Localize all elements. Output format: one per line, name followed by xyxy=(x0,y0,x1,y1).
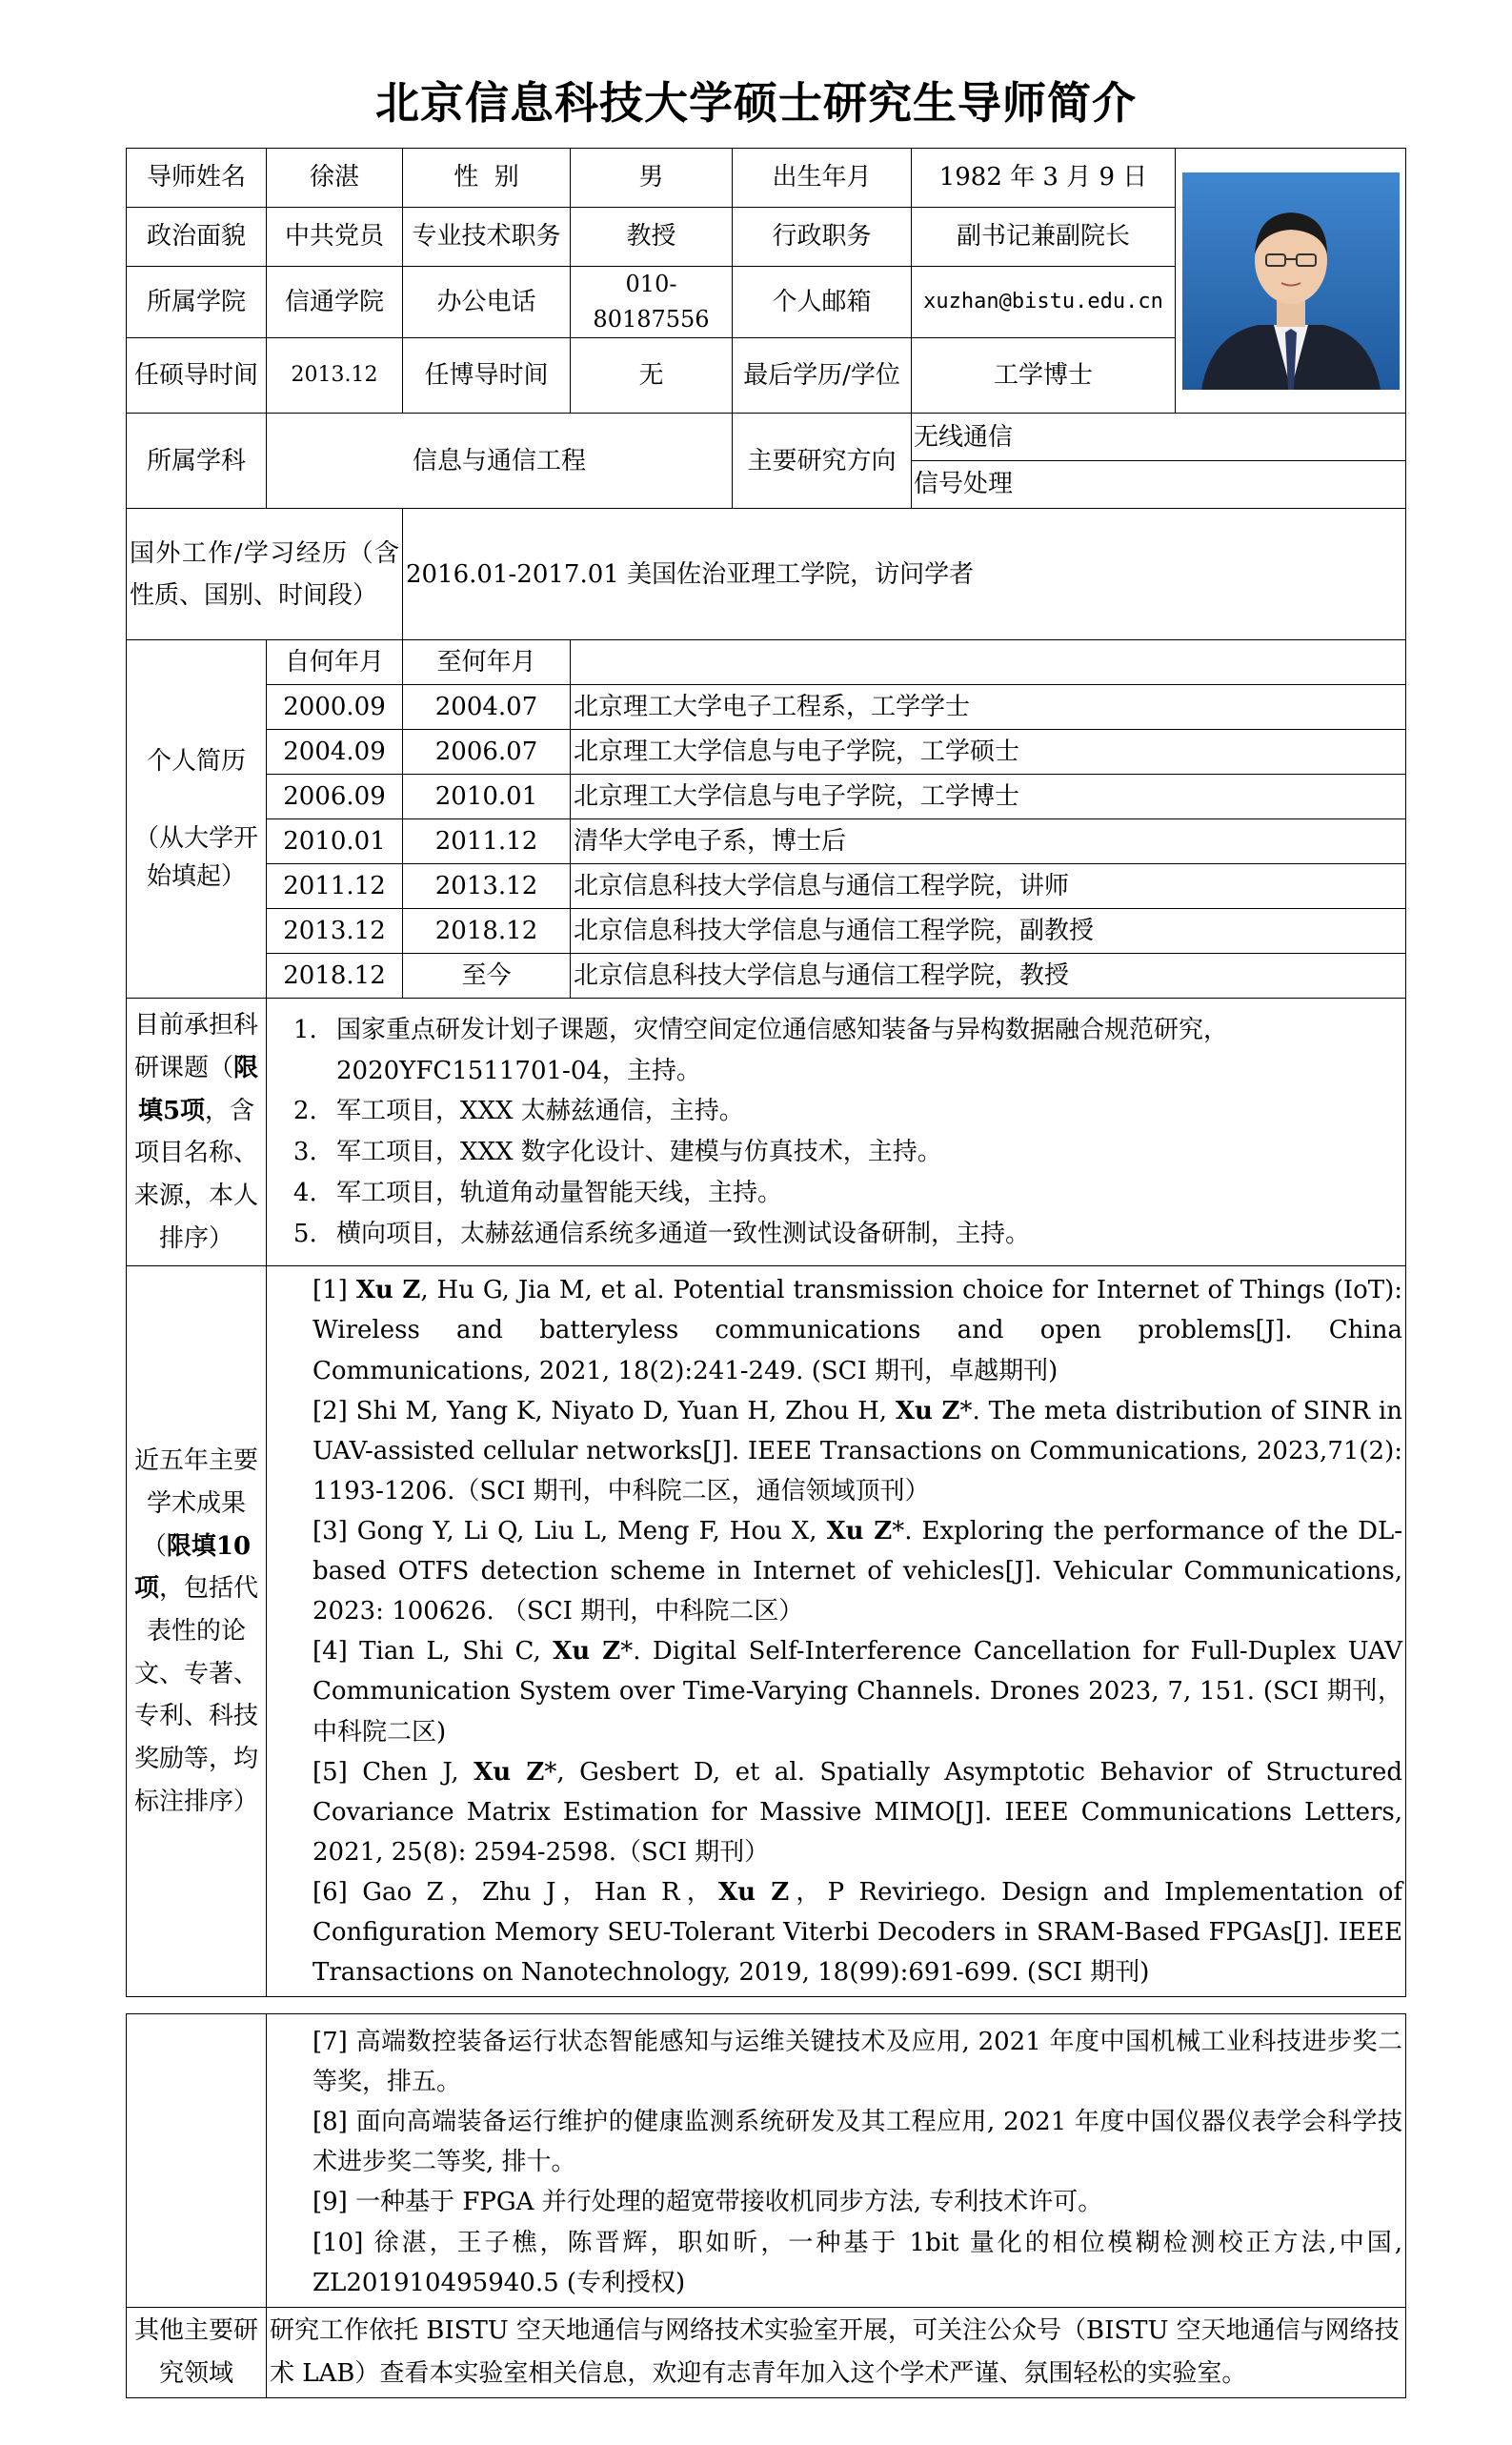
achievements-label-text: ，包括代表性的论文、专著、专利、科技奖励等，均标注排序） xyxy=(133,1574,259,1816)
resume-from: 2010.01 xyxy=(267,819,403,864)
achievements-label-text: 近五年主要学术成果（ xyxy=(133,1446,258,1561)
college-value: 信通学院 xyxy=(267,267,403,338)
resume-desc: 清华大学电子系，博士后 xyxy=(571,819,1406,864)
resume-to: 2018.12 xyxy=(403,909,571,954)
achievements-continued-list xyxy=(267,2014,1406,2308)
resume-from-header: 自何年月 xyxy=(267,640,403,685)
resume-from: 2018.12 xyxy=(267,954,403,999)
resume-to: 2006.07 xyxy=(403,730,571,775)
name-label: 导师姓名 xyxy=(127,149,267,208)
college-label: 所属学院 xyxy=(127,267,267,338)
politics-label: 政治面貌 xyxy=(127,208,267,267)
name-value: 徐湛 xyxy=(267,149,403,208)
other-value: 研究工作依托 BISTU 空天地通信与网络技术实验室开展，可关注公众号（BISTU 空天地通信与网络技术 LAB）查看本实验室相关信息，欢迎有志青年加入这个学术严谨、氛围轻松的实验室。 xyxy=(267,2307,1406,2397)
award-item: [10] 徐湛，王子樵，陈晋辉，职如昕，一种基于 1bit 量化的相位模糊检测校正方法,中国, ZL201910495940.5 (专利授权) xyxy=(312,2228,1402,2297)
resume-note: （从大学开始填起） xyxy=(133,823,258,892)
other-label: 其他主要研究领域 xyxy=(127,2307,267,2397)
politics-value: 中共党员 xyxy=(267,208,403,267)
resume-from: 2011.12 xyxy=(267,864,403,909)
resume-desc: 北京信息科技大学信息与通信工程学院，副教授 xyxy=(571,909,1406,954)
resume-desc: 北京信息科技大学信息与通信工程学院，教授 xyxy=(571,954,1406,999)
resume-title: 个人简历 xyxy=(146,747,246,777)
award-item: [8] 面向高端装备运行维护的健康监测系统研发及其工程应用, 2021 年度中国仪器仪表学会科学技术进步奖二等奖, 排十。 xyxy=(312,2108,1402,2177)
direction-item: 信号处理 xyxy=(914,470,1014,499)
photo-cell xyxy=(1176,149,1406,414)
master-time-label: 任硕导时间 xyxy=(127,338,267,414)
resume-from: 2004.09 xyxy=(267,730,403,775)
project-item: 2. 军工项目，XXX 太赫兹通信，主持。 xyxy=(325,1091,1402,1132)
publication-item: [6] Gao Z，Zhu J，Han R，Xu Z，P Reviriego. Design and Implementation of Configuration Memory SEU-Tolerant Viterbi Decoders in SRAM-Based FPGAs[J]. IEEE Transactions on Nanotechnology, 2019, 18(99):691-699. (SCI 期刊) xyxy=(312,1878,1403,1988)
discipline-label: 所属学科 xyxy=(127,414,267,509)
resume-label xyxy=(127,640,267,999)
degree-value: 工学博士 xyxy=(912,338,1176,414)
project-item: 4. 军工项目，轨道角动量智能天线，主持。 xyxy=(325,1173,1402,1214)
publication-item: [5] Chen J, Xu Z*, Gesbert D, et al. Spatially Asymptotic Behavior of Structured Covariance Matrix Estimation for Massive MIMO[J]. IEEE Communications Letters, 2021, 25(8): 2594-2598.（SCI 期刊） xyxy=(312,1757,1403,1867)
birth-value: 1982 年 3 月 9 日 xyxy=(912,149,1176,208)
resume-to: 2010.01 xyxy=(403,775,571,819)
phd-time-value: 无 xyxy=(571,338,733,414)
phone-label: 办公电话 xyxy=(403,267,571,338)
prof-title-value: 教授 xyxy=(571,208,733,267)
resume-from: 2006.09 xyxy=(267,775,403,819)
direction-label: 主要研究方向 xyxy=(733,414,912,509)
resume-to-header: 至何年月 xyxy=(403,640,571,685)
admin-value: 副书记兼副院长 xyxy=(912,208,1176,267)
profile-table-continued xyxy=(126,2013,1406,2398)
page-title: 北京信息科技大学硕士研究生导师简介 xyxy=(375,77,1137,129)
gender-value: 男 xyxy=(571,149,733,208)
resume-desc: 北京信息科技大学信息与通信工程学院，讲师 xyxy=(571,864,1406,909)
master-time-value: 2013.12 xyxy=(267,338,403,414)
projects-label-text: ，含项目名称、来源，本人排序） xyxy=(133,1096,258,1253)
discipline-value: 信息与通信工程 xyxy=(267,414,733,509)
publication-item: [3] Gong Y, Li Q, Liu L, Meng F, Hou X, Xu Z*. Exploring the performance of the DL-based OTFS detection scheme in Internet of vehicles[J]. Vehicular Communications, 2023: 100626. （SCI 期刊，中科院二区） xyxy=(312,1517,1402,1627)
achievements-label-limit: 限填10项 xyxy=(133,1531,252,1604)
email-value: xuzhan@bistu.edu.cn xyxy=(912,267,1176,338)
abroad-value: 2016.01-2017.01 美国佐治亚理工学院，访问学者 xyxy=(403,509,1406,640)
resume-desc: 北京理工大学电子工程系，工学学士 xyxy=(571,685,1406,730)
admin-label: 行政职务 xyxy=(733,208,912,267)
project-item: 1. 国家重点研发计划子课题，灾情空间定位通信感知装备与异构数据融合规范研究，2020YFC1511701-04，主持。 xyxy=(325,1010,1402,1092)
publication-item: [2] Shi M, Yang K, Niyato D, Yuan H, Zhou H, Xu Z*. The meta distribution of SINR in UAV-assisted cellular networks[J]. IEEE Transactions on Communications, 2023,71(2): 1193-1206.（SCI 期刊，中科院二区，通信领域顶刊） xyxy=(312,1396,1402,1505)
resume-to: 2013.12 xyxy=(403,864,571,909)
project-item: 3. 军工项目，XXX 数字化设计、建模与仿真技术，主持。 xyxy=(325,1132,1402,1173)
gender-label: 性 别 xyxy=(403,149,571,208)
projects-label-limit: 限填5项 xyxy=(137,1053,259,1125)
achievements-continued-label xyxy=(127,2014,267,2308)
publication-item: [4] Tian L, Shi C, Xu Z*. Digital Self-Interference Cancellation for Full-Duplex UAV Communication System over Time-Varying Channels. Drones 2023, 7, 151. (SCI 期刊，中科院二区) xyxy=(312,1637,1402,1747)
direction-list xyxy=(912,414,1406,509)
projects-label-text: 目前承担科研课题（ xyxy=(133,1011,258,1082)
resume-to: 2004.07 xyxy=(403,685,571,730)
projects-list xyxy=(267,999,1406,1266)
abroad-label: 国外工作/学习经历（含性质、国别、时间段） xyxy=(127,509,403,640)
resume-desc: 北京理工大学信息与电子学院，工学博士 xyxy=(571,775,1406,819)
degree-label: 最后学历/学位 xyxy=(733,338,912,414)
resume-to: 至今 xyxy=(403,954,571,999)
phd-time-label: 任博导时间 xyxy=(403,338,571,414)
prof-title-label: 专业技术职务 xyxy=(403,208,571,267)
resume-from: 2000.09 xyxy=(267,685,403,730)
projects-label xyxy=(127,999,267,1266)
publication-item: [1] Xu Z, Hu G, Jia M, et al. Potential transmission choice for Internet of Things (IoT): Wireless and batteryless communications and open problems[J]. China Communications, 2021, 18(2):241-249. (SCI 期刊，卓越期刊) xyxy=(312,1276,1403,1385)
award-item: [7] 高端数控装备运行状态智能感知与运维关键技术及应用, 2021 年度中国机械工业科技进步奖二等奖，排五。 xyxy=(312,2028,1402,2097)
portrait-photo xyxy=(1182,172,1400,390)
project-item: 5. 横向项目，太赫兹通信系统多通道一致性测试设备研制，主持。 xyxy=(325,1214,1402,1255)
resume-to: 2011.12 xyxy=(403,819,571,864)
resume-from: 2013.12 xyxy=(267,909,403,954)
phone-value: 010-80187556 xyxy=(571,267,733,338)
direction-item: 无线通信 xyxy=(912,414,1405,461)
profile-table xyxy=(126,148,1406,1997)
achievements-list xyxy=(267,1266,1406,1997)
award-item: [9] 一种基于 FPGA 并行处理的超宽带接收机同步方法, 专利技术许可。 xyxy=(312,2188,1103,2217)
birth-label: 出生年月 xyxy=(733,149,912,208)
resume-desc: 北京理工大学信息与电子学院，工学硕士 xyxy=(571,730,1406,775)
achievements-label xyxy=(127,1266,267,1997)
email-label: 个人邮箱 xyxy=(733,267,912,338)
resume-desc-header xyxy=(571,640,1406,685)
